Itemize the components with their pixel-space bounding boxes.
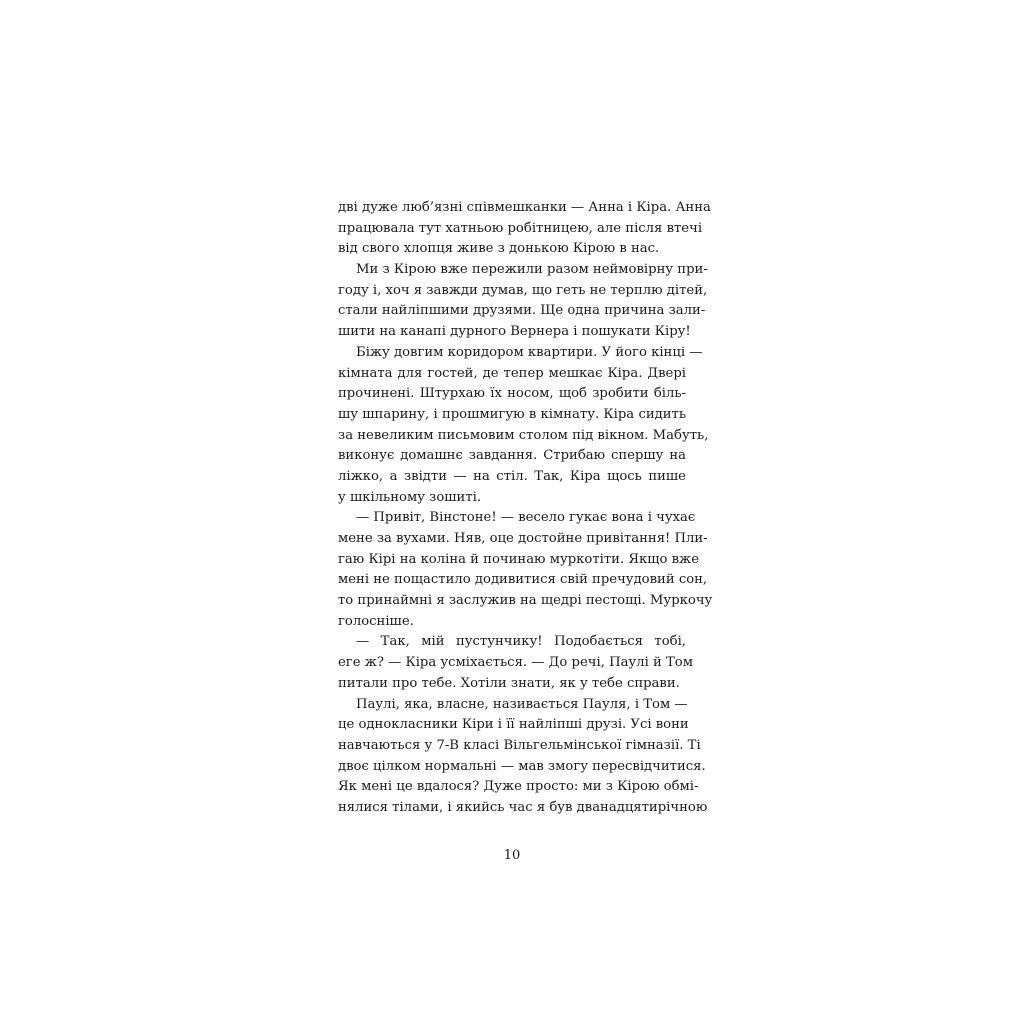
text-line: еге ж? — Кіра усміхається. — До речі, Паулі й Том [338, 655, 693, 671]
paragraph [338, 198, 711, 260]
text-line: шити на канапі дурного Вернера і пошукати Кіру! [338, 324, 691, 340]
text-line: то принаймні я заслужив на щедрі пестощі. Муркочу [338, 593, 713, 609]
paragraph [338, 260, 708, 343]
text-line: двоє цілком нормальні — мав змогу пересвідчитися. [338, 758, 706, 774]
text-line: — Так, мій пустунчику! Подобається тобі, [356, 634, 686, 650]
text-line: Ми з Кірою вже пережили разом неймовірну при- [356, 262, 708, 278]
text-line: голосніше. [338, 613, 414, 629]
text-line: ліжко, а звідти — на стіл. Так, Кіра щось пише [338, 468, 686, 484]
text-line: виконує домашнє завдання. Стрибаю спершу на [338, 448, 686, 464]
text-line: навчаються у 7-В класі Вільгельмінської гімназії. Ті [338, 737, 701, 753]
paragraph [338, 632, 693, 694]
text-line: за невеликим письмовим столом під вікном. Мабуть, [338, 427, 709, 443]
text-line: Біжу довгим коридором квартири. У його кінці — [356, 344, 703, 360]
page-number: 10 [503, 848, 521, 863]
text-line: працювала тут хатньою робітницею, але після втечі [338, 220, 703, 236]
text-line: шу шпарину, і прошмигую в кімнату. Кіра сидить [338, 406, 686, 422]
body-text [338, 198, 713, 819]
text-line: Як мені це вдалося? Дуже просто: ми з Кірою обмі- [338, 779, 699, 795]
text-line: гаю Кірі на коліна й починаю муркотіти. Якщо вже [338, 551, 699, 567]
text-line: нялися тілами, і якийсь час я був дванадцятирічною [338, 799, 708, 815]
text-line: мені не пощастило додивитися свій пречудовий сон, [338, 572, 708, 588]
paragraph [338, 343, 709, 509]
text-line: году і, хоч я завжди думав, що геть не терплю дітей, [338, 282, 708, 298]
text-line: дві дуже люб’язні співмешканки — Анна і Кіра. Анна [338, 200, 711, 215]
text-line: це однокласники Кіри і її найліпші друзі. Усі вони [338, 717, 689, 733]
text-line: прочинені. Штурхаю їх носом, щоб зробити біль- [338, 386, 686, 402]
text-line: Паулі, яка, власне, називається Пауля, і Том — [356, 696, 688, 712]
paragraph [338, 508, 713, 632]
text-line: у шкільному зошиті. [338, 489, 482, 505]
text-line: кімната для гостей, де тепер мешкає Кіра. Двері [338, 365, 686, 381]
text-line: від свого хлопця живе з донькою Кірою в нас. [338, 241, 660, 257]
text-line: питали про тебе. Хотіли знати, як у тебе справи. [338, 675, 680, 691]
paragraph [338, 695, 708, 819]
text-line: стали найліпшими друзями. Ще одна причина зали- [338, 303, 706, 319]
text-line: мене за вухами. Няв, оце достойне привітання! Пли- [338, 531, 708, 546]
text-line: — Привіт, Вінстоне! — весело гукає вона і чухає [356, 510, 696, 526]
